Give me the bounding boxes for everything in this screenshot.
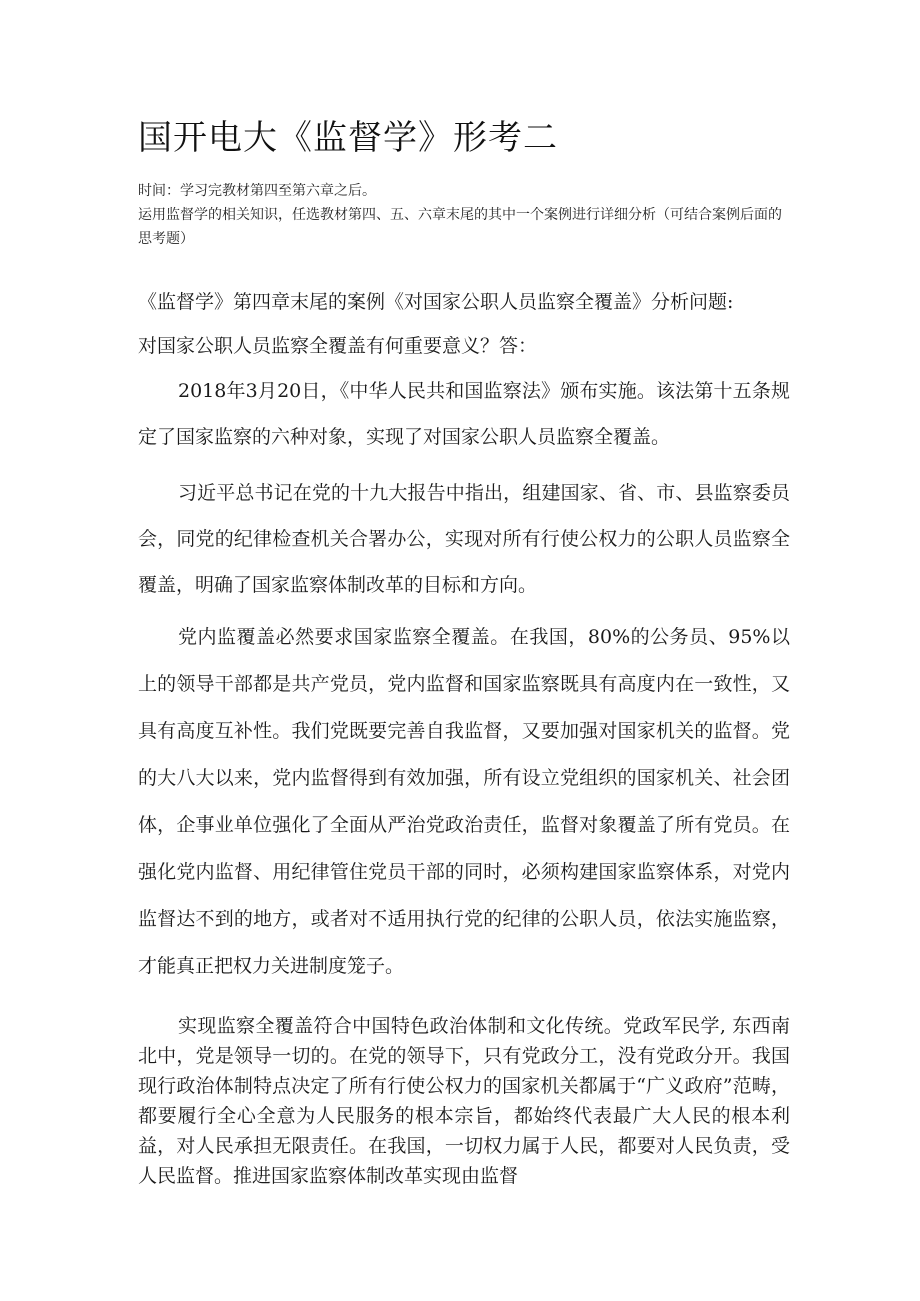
paragraph-2: 习近平总书记在党的十九大报告中指出，组建国家、省、市、县监察委员会，同党的纪律检查机关合署办公，实现对所有行使公权力的公职人员监察全覆盖，明确了国家监察体制改革的目标和方向。	[138, 482, 790, 596]
document-title: 国开电大《监督学》形考二	[138, 118, 558, 158]
paragraph-3: 党内监覆盖必然要求国家监察全覆盖。在我国，80%的公务员、95%以上的领导干部都是共产党员，党内监督和国家监察既具有高度内在一致性，又具有高度互补性。我们党既要完善自我监督，又要加强对国家机关的监督。党的大八大以来，党内监督得到有效加强，所有设立党组织的国家机关、社会团体，企事业单位强化了全面从严治党政治责任，监督对象覆盖了所有党员。在强化党内监督、用纪律管住党员干部的同时，必须构建国家监察体系，对党内监督达不到的地方，或者对不适用执行党的纪律的公职人员，依法实施监察，才能真正把权力关进制度笼子。	[138, 626, 790, 977]
case-intro: 《监督学》第四章末尾的案例《对国家公职人员监察全覆盖》分析问题:	[138, 291, 734, 313]
paragraph-1: 2018年3月20日，《中华人民共和国监察法》颁布实施。该法第十五条规定了国家监察的六种对象，实现了对国家公职人员监察全覆盖。	[138, 380, 790, 448]
task-line: 运用监督学的相关知识，任选教材第四、五、六章末尾的其中一个案例进行详细分析（可结合案例后面的思考题）	[138, 207, 782, 247]
paragraph-4: 实现监察全覆盖符合中国特色政治体制和文化传统。党政军民学, 东西南北中，党是领导一切的。在党的领导下，只有党政分工，没有党政分开。我国现行政治体制特点决定了所有行使公权力的国家机关都属于“广义政府”范畴，都要履行全心全意为人民服务的根本宗旨，都始终代表最广大人民的根本利益，对人民承担无限责任。在我国，一切权力属于人民，都要对人民负责，受人民监督。推进国家监察体制改革实现由监督	[138, 1015, 790, 1187]
time-line: 时间：学习完教材第四至第六章之后。	[138, 183, 376, 199]
question-intro: 对国家公职人员监察全覆盖有何重要意义？答：	[138, 335, 538, 357]
